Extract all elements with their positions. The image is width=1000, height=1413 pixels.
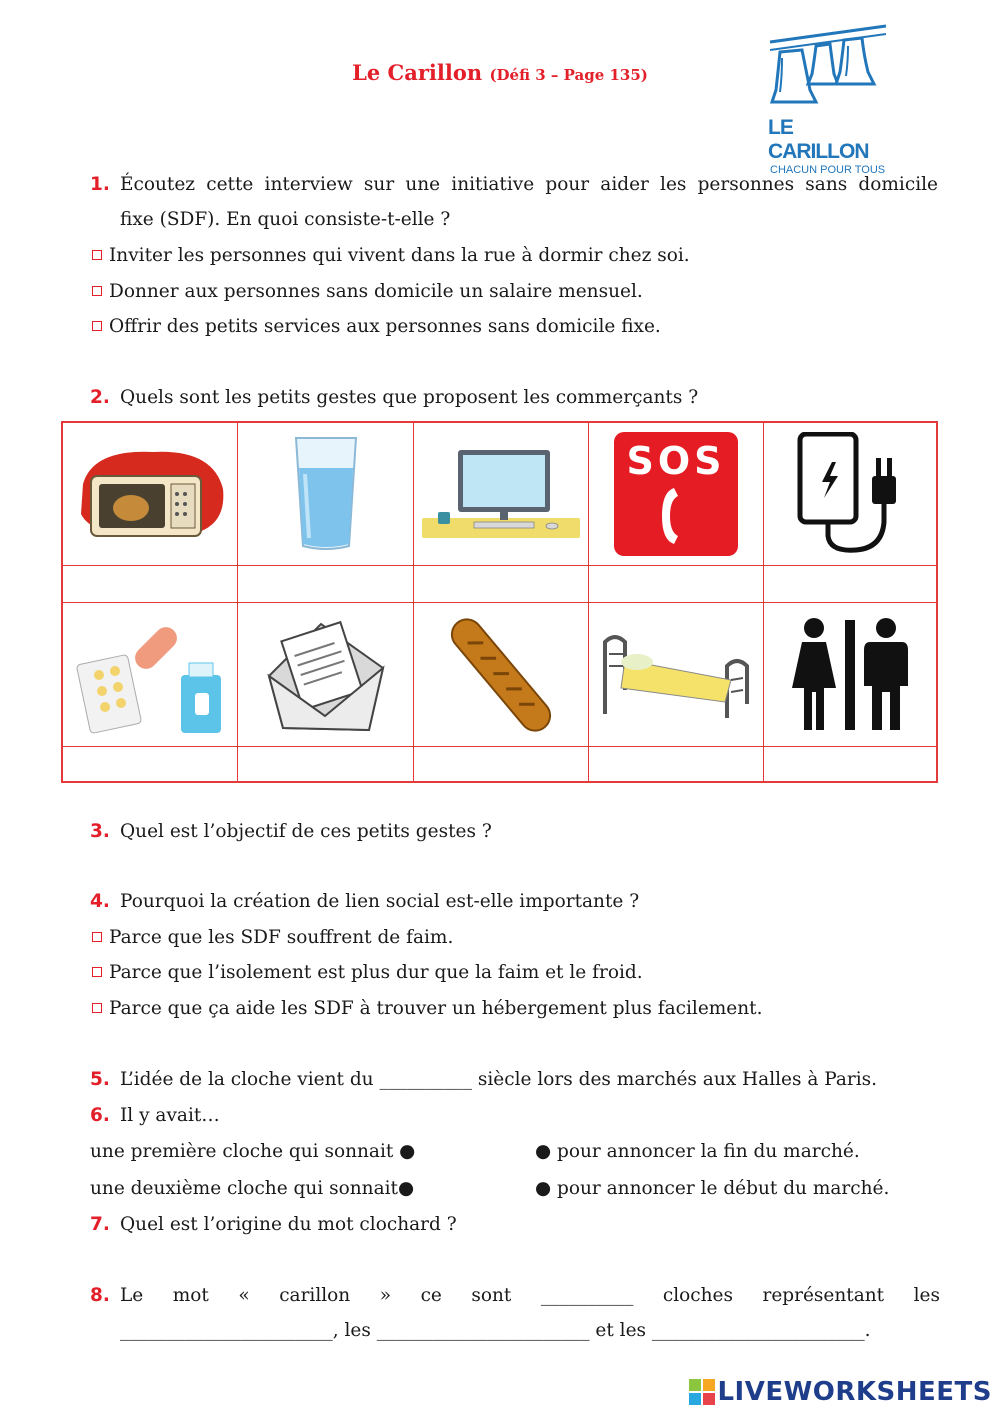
liveworksheets-icon <box>689 1379 715 1405</box>
word: cloches <box>662 1285 733 1306</box>
answer-cell[interactable] <box>414 566 589 603</box>
question-8-line1 <box>120 1284 940 1308</box>
answer-cell[interactable] <box>238 566 414 603</box>
computer-cell <box>414 423 589 566</box>
word: représentant <box>762 1285 885 1306</box>
question-text: Écoutez cette interview sur une initiative pour aider les personnes sans domicile <box>120 174 938 195</box>
logo-tagline: CHACUN POUR TOUS <box>770 164 886 176</box>
question-7 <box>90 1213 457 1237</box>
q4-option-1[interactable] <box>92 926 453 950</box>
question-text: Pourquoi la création de lien social est-elle importante ? <box>120 891 640 912</box>
bed-cell <box>589 603 764 747</box>
brand-name: LIVEWORKSHEETS <box>717 1377 992 1407</box>
gestures-table <box>61 421 938 783</box>
fill-blank[interactable]: _______________________ <box>376 1320 590 1341</box>
option-label: Donner aux personnes sans domicile un salaire mensuel. <box>109 281 643 302</box>
option-label: Parce que l’isolement est plus dur que la faim et le froid. <box>109 962 643 983</box>
question-text: Quels sont les petits gestes que proposent les commerçants ? <box>120 387 699 408</box>
question-2 <box>90 386 698 410</box>
word: « <box>238 1285 250 1306</box>
toilets-cell <box>764 603 938 747</box>
q1-option-3[interactable] <box>92 315 661 339</box>
checkbox[interactable] <box>92 321 102 331</box>
question-text-before: L’idée de la cloche vient du <box>120 1069 374 1090</box>
microwave-cell <box>63 423 238 566</box>
question-8-line2 <box>120 1319 871 1343</box>
title-main: Le Carillon <box>352 60 483 85</box>
question-5 <box>90 1068 877 1092</box>
liveworksheets-logo <box>689 1377 992 1407</box>
microwave-icon <box>73 444 228 544</box>
q1-option-2[interactable] <box>92 280 643 304</box>
word: Le <box>120 1285 144 1306</box>
question-1 <box>90 173 940 197</box>
q4-option-3[interactable] <box>92 997 763 1021</box>
option-label: Offrir des petits services aux personnes sans domicile fixe. <box>109 316 661 337</box>
match-right-1[interactable]: ● pour annoncer la fin du marché. <box>535 1141 860 1162</box>
answer-cell[interactable] <box>414 747 589 781</box>
question-number: 6. <box>90 1105 110 1126</box>
toilets-icon <box>786 616 916 734</box>
question-6 <box>90 1104 220 1128</box>
question-text: Il y avait… <box>120 1105 220 1126</box>
baguette-icon <box>436 615 566 735</box>
answer-cell[interactable] <box>764 747 938 781</box>
bells-icon <box>764 22 894 114</box>
bed-icon <box>601 630 751 720</box>
checkbox[interactable] <box>92 1003 102 1013</box>
word: mot <box>172 1285 209 1306</box>
checkbox[interactable] <box>92 250 102 260</box>
answer-cell[interactable] <box>238 747 414 781</box>
medicine-icon <box>75 613 225 737</box>
word: » <box>379 1285 392 1306</box>
question-text-after: siècle lors des marchés aux Halles à Paris. <box>477 1069 878 1090</box>
medicine-cell <box>63 603 238 747</box>
fill-blank[interactable]: _______________________ <box>120 1320 333 1341</box>
word: ce <box>420 1285 442 1306</box>
checkbox[interactable] <box>92 932 102 942</box>
q1-option-1[interactable] <box>92 244 690 268</box>
word: les <box>913 1285 940 1306</box>
sos-label: SOS <box>626 439 726 483</box>
option-label: Parce que les SDF souffrent de faim. <box>109 927 454 948</box>
question-number: 2. <box>90 387 110 408</box>
question-number: 4. <box>90 891 110 912</box>
word: , les <box>332 1320 371 1341</box>
question-text: Quel est l’origine du mot clochard ? <box>120 1214 457 1235</box>
word: carillon <box>279 1285 351 1306</box>
envelope-cell <box>238 603 414 747</box>
water-glass-icon <box>291 434 361 554</box>
checkbox[interactable] <box>92 286 102 296</box>
sos-phone-icon <box>614 432 738 556</box>
answer-cell[interactable] <box>63 747 238 781</box>
charger-cell <box>764 423 938 566</box>
question-4 <box>90 890 639 914</box>
answer-cell[interactable] <box>63 566 238 603</box>
fill-blank[interactable]: __________ <box>540 1285 634 1306</box>
option-label: Inviter les personnes qui vivent dans la rue à dormir chez soi. <box>109 245 690 266</box>
question-number: 8. <box>90 1285 110 1306</box>
sos-cell <box>589 423 764 566</box>
word: et les <box>595 1320 647 1341</box>
answer-cell[interactable] <box>589 566 764 603</box>
question-number: 5. <box>90 1069 110 1090</box>
word: . <box>864 1320 871 1341</box>
question-8 <box>90 1284 940 1308</box>
checkbox[interactable] <box>92 967 102 977</box>
match-left-1[interactable]: une première cloche qui sonnait ● <box>90 1141 416 1162</box>
phone-charger-icon <box>796 432 906 556</box>
glass-cell <box>238 423 414 566</box>
title-subtitle: (Défi 3 – Page 135) <box>489 66 648 84</box>
computer-icon <box>420 444 582 544</box>
fill-blank[interactable]: __________ <box>379 1069 472 1090</box>
logo-title: LE CARILLON <box>768 116 869 163</box>
match-right-2[interactable]: ● pour annoncer le début du marché. <box>535 1178 890 1199</box>
envelope-icon <box>261 616 391 734</box>
match-left-2[interactable]: une deuxième cloche qui sonnait● <box>90 1178 415 1199</box>
question-number: 7. <box>90 1214 110 1235</box>
question-text: Quel est l’objectif de ces petits gestes ? <box>120 821 492 842</box>
option-label: Parce que ça aide les SDF à trouver un hébergement plus facilement. <box>109 998 763 1019</box>
word: sont <box>471 1285 512 1306</box>
q4-option-2[interactable] <box>92 961 643 985</box>
question-number: 3. <box>90 821 110 842</box>
carillon-logo <box>764 22 894 176</box>
fill-blank[interactable]: _______________________ <box>651 1320 865 1341</box>
answer-cell[interactable] <box>764 566 938 603</box>
question-3 <box>90 820 492 844</box>
baguette-cell <box>414 603 589 747</box>
answer-cell[interactable] <box>589 747 764 781</box>
question-1-line2: fixe (SDF). En quoi consiste-t-elle ? <box>120 209 451 230</box>
question-number: 1. <box>90 174 110 195</box>
